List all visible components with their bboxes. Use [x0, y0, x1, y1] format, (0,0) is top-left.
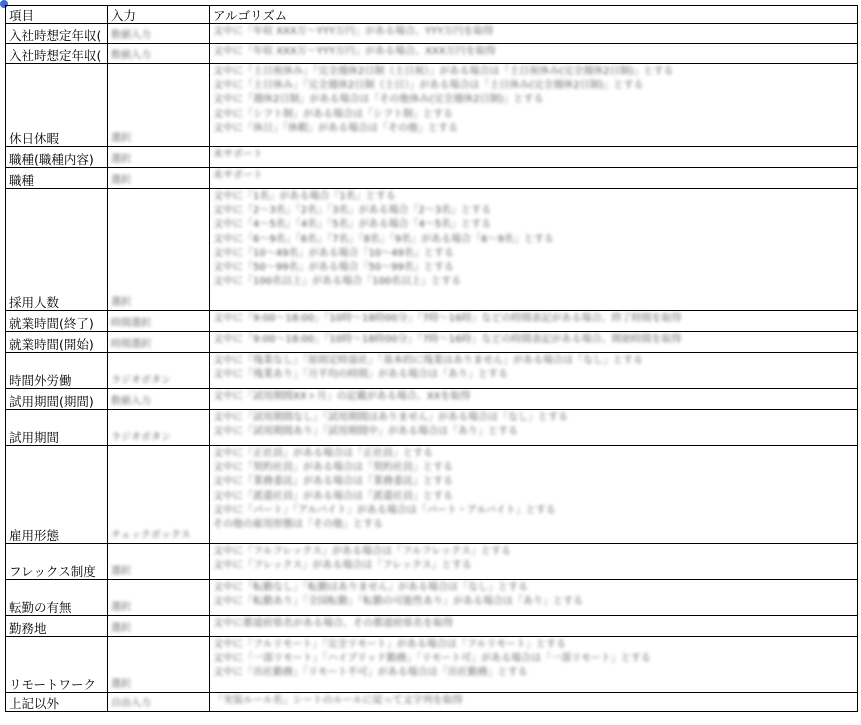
input-cell[interactable]: [108, 168, 210, 189]
algorithm-line: 文中に「土日祝休み」「完全週休2日制（土日祝）」がある場合は「土日祝休み(完全週休2日制)」とする: [213, 66, 674, 77]
header-algorithm: アルゴリズム: [210, 6, 858, 24]
algorithm-line: 文中に「パート」「アルバイト」がある場合は「パート・アルバイト」とする: [213, 504, 556, 516]
algorithm-cell[interactable]: [210, 410, 858, 446]
algorithm-line: 「実装ルール名」シートのルールに従って文字列を取得: [213, 695, 463, 706]
table-row: [6, 44, 858, 64]
algorithm-cell[interactable]: [210, 311, 858, 332]
header-item: 項目: [6, 6, 108, 24]
input-type-text: 数値入力: [111, 50, 151, 61]
algorithm-line: 文中に「一部リモート」「ハイブリッド勤務」「リモート可」がある場合は「一部リモート」とする: [213, 653, 651, 665]
input-type-text: チェックボックス: [111, 530, 191, 541]
algorithm-cell[interactable]: [210, 44, 858, 64]
input-cell[interactable]: [108, 189, 210, 311]
table-row: [6, 64, 858, 147]
input-cell[interactable]: [108, 693, 210, 712]
algorithm-line: その他の雇用形態は「その他」とする: [213, 519, 383, 531]
algorithm-line: 文中に「6〜9名」「6名」「7名」「8名」「9名」がある場合「6〜9名」とする: [213, 233, 554, 245]
algorithm-line: 文中に「試用期間あり」「試用期間中」がある場合は「あり」とする: [213, 426, 518, 438]
item-cell[interactable]: フレックス制度: [6, 544, 108, 580]
algorithm-line: 文中に「転勤なし」「転勤はありません」がある場合は「なし」とする: [213, 582, 528, 593]
algorithm-line: 文中に「休日」「休暇」がある場合は「その他」とする: [213, 122, 458, 134]
table-row: [6, 693, 858, 712]
input-cell[interactable]: [108, 544, 210, 580]
input-type-text: 時間選択: [111, 339, 151, 350]
input-type-text: ラジオボタン: [111, 432, 171, 443]
item-cell[interactable]: 時間外労働: [6, 353, 108, 389]
input-type-text: 選択: [111, 133, 131, 144]
input-type-text: 選択: [111, 175, 131, 186]
algorithm-line: 文中に「4〜5名」「4名」「5名」がある場合「4〜5名」とする: [213, 219, 492, 231]
table-row: [6, 24, 858, 44]
algorithm-line: 文中に「残業なし」「原則定時退社」「基本的に残業はありません」がある場合は「なし」とする: [213, 355, 643, 366]
algorithm-cell[interactable]: [210, 168, 858, 189]
algorithm-line: 文中に「10〜49名」がある場合「10〜49名」とする: [213, 247, 454, 259]
table-row: [6, 353, 858, 389]
item-cell[interactable]: 雇用形態: [6, 446, 108, 544]
table-row: [6, 446, 858, 544]
header-input: 入力: [108, 6, 210, 24]
item-cell[interactable]: リモートワーク: [6, 637, 108, 693]
algorithm-cell[interactable]: [210, 446, 858, 544]
input-type-text: 数値入力: [111, 30, 151, 41]
algorithm-line: 文中に「業務委託」がある場合は「業務委託」とする: [213, 476, 453, 488]
algorithm-cell[interactable]: [210, 389, 858, 410]
item-cell[interactable]: 試用期間: [6, 410, 108, 446]
algorithm-line: 文中に「試用期間XXヶ月」の記載がある場合、XXを取得: [213, 391, 471, 402]
algorithm-line: 文中に「契約社員」がある場合は「契約社員」とする: [213, 462, 453, 474]
algorithm-line: 文中に「1名」がある場合「1名」とする: [213, 191, 396, 202]
table-row: [6, 147, 858, 168]
algorithm-line: 文中に「土日休み」「完全週休2日制（土日）」がある場合は「土日休み(完全週休2日制)」とする: [213, 80, 644, 92]
input-cell[interactable]: [108, 616, 210, 637]
input-type-text: 数値入力: [111, 396, 151, 407]
item-cell[interactable]: 職種(職種内容): [6, 147, 108, 168]
input-type-text: 選択: [111, 154, 131, 165]
algorithm-line: 文中に「50〜99名」がある場合「50〜99名」とする: [213, 262, 454, 274]
algorithm-cell[interactable]: [210, 353, 858, 389]
item-cell[interactable]: 試用期間(期間): [6, 389, 108, 410]
algorithm-line: 文中に「フルフレックス」がある場合は「フルフレックス」とする: [213, 546, 511, 557]
input-cell[interactable]: [108, 389, 210, 410]
algorithm-cell[interactable]: [210, 693, 858, 712]
algorithm-line: 文中に「派遣社員」がある場合は「派遣社員」とする: [213, 490, 453, 502]
item-cell[interactable]: 職種: [6, 168, 108, 189]
input-cell[interactable]: [108, 332, 210, 353]
input-type-text: ラジオボタン: [111, 375, 171, 386]
algorithm-cell[interactable]: [210, 580, 858, 616]
input-cell[interactable]: [108, 410, 210, 446]
input-type-text: 自由入力: [111, 698, 151, 709]
algorithm-line: 文中に「試用期間なし」「試用期間はありません」がある場合は「なし」とする: [213, 412, 568, 423]
algorithm-line: 文中に「2〜3名」「2名」「3名」がある場合「2〜3名」とする: [213, 205, 492, 217]
item-cell[interactable]: 休日休暇: [6, 64, 108, 147]
input-type-text: 選択: [111, 297, 131, 308]
algorithm-line: 文中に「出社勤務」「リモート不可」がある場合は「出社勤務」とする: [213, 667, 528, 679]
algorithm-line: 文中に「正社員」がある場合は「正社員」とする: [213, 448, 433, 459]
input-type-text: 選択: [111, 679, 131, 690]
input-cell[interactable]: [108, 147, 210, 168]
input-cell[interactable]: [108, 580, 210, 616]
table-row: [6, 544, 858, 580]
spec-table: [5, 5, 858, 712]
algorithm-line: 文中に「9:00〜18:00」「10時〜18時00分」「7時〜16時」などの時間表記がある場合、開始時間を取得: [213, 334, 682, 345]
algorithm-line: 文中に「フルリモート」「完全リモート」がある場合は「フルリモート」とする: [213, 639, 566, 650]
table-row: [6, 637, 858, 693]
algorithm-cell[interactable]: [210, 24, 858, 44]
item-cell[interactable]: 入社時想定年収(: [6, 24, 108, 44]
algorithm-line: 文中に「転勤あり」「全国転勤」「転勤の可能性あり」がある場合は「あり」とする: [213, 596, 583, 608]
algorithm-line: 文中に「フレックス」がある場合は「フレックス」とする: [213, 560, 472, 572]
algorithm-cell[interactable]: [210, 64, 858, 147]
algorithm-line: 未サポート: [213, 149, 263, 160]
algorithm-line: 文中に「年収 XXX万〜YYY万円」がある場合、XXX万円を取得: [213, 46, 496, 57]
item-cell[interactable]: 転勤の有無: [6, 580, 108, 616]
algorithm-line: 文中に「年収 XXX万〜YYY万円」がある場合、YYY万円を取得: [213, 26, 494, 37]
table-row: [6, 189, 858, 311]
input-cell[interactable]: [108, 311, 210, 332]
algorithm-cell[interactable]: [210, 189, 858, 311]
input-type-text: 時間選択: [111, 318, 151, 329]
header-row: [6, 6, 858, 24]
algorithm-line: 文中に「シフト制」がある場合は「シフト制」とする: [213, 108, 453, 120]
algorithm-line: 文中に「100名以上」がある場合「100名以上」とする: [213, 276, 462, 288]
item-cell[interactable]: 入社時想定年収(: [6, 44, 108, 64]
input-cell[interactable]: [108, 44, 210, 64]
table-row: [6, 616, 858, 637]
algorithm-line: 文中に都道府県名がある場合、その都道府県名を取得: [213, 618, 453, 629]
input-cell[interactable]: [108, 353, 210, 389]
input-type-text: 選択: [111, 566, 131, 577]
table-row: [6, 389, 858, 410]
table-row: [6, 410, 858, 446]
algorithm-cell[interactable]: [210, 332, 858, 353]
algorithm-line: 未サポート: [213, 170, 263, 181]
item-cell[interactable]: 勤務地: [6, 616, 108, 637]
input-type-text: 選択: [111, 623, 131, 634]
algorithm-line: 文中に「残業あり」「月平均の時間」がある場合は「あり」とする: [213, 369, 508, 381]
item-cell[interactable]: 就業時間(開始): [6, 332, 108, 353]
item-cell[interactable]: 就業時間(終了): [6, 311, 108, 332]
item-cell[interactable]: 採用人数: [6, 189, 108, 311]
table-row: [6, 168, 858, 189]
algorithm-cell[interactable]: [210, 544, 858, 580]
input-type-text: 選択: [111, 602, 131, 613]
table-row: [6, 311, 858, 332]
table-row: [6, 580, 858, 616]
item-cell[interactable]: 上記以外: [6, 693, 108, 712]
input-cell[interactable]: [108, 637, 210, 693]
algorithm-line: 文中に「9:00〜18:00」「10時〜18時00分」「7時〜16時」などの時間表記がある場合、終了時間を取得: [213, 313, 682, 324]
algorithm-line: 文中に「週休2日制」がある場合は「その他休み(完全週休2日制)」とする: [213, 94, 544, 106]
input-cell[interactable]: [108, 64, 210, 147]
table-row: [6, 332, 858, 353]
algorithm-cell[interactable]: [210, 616, 858, 637]
input-cell[interactable]: [108, 446, 210, 544]
input-cell[interactable]: [108, 24, 210, 44]
algorithm-cell[interactable]: [210, 147, 858, 168]
algorithm-cell[interactable]: [210, 637, 858, 693]
